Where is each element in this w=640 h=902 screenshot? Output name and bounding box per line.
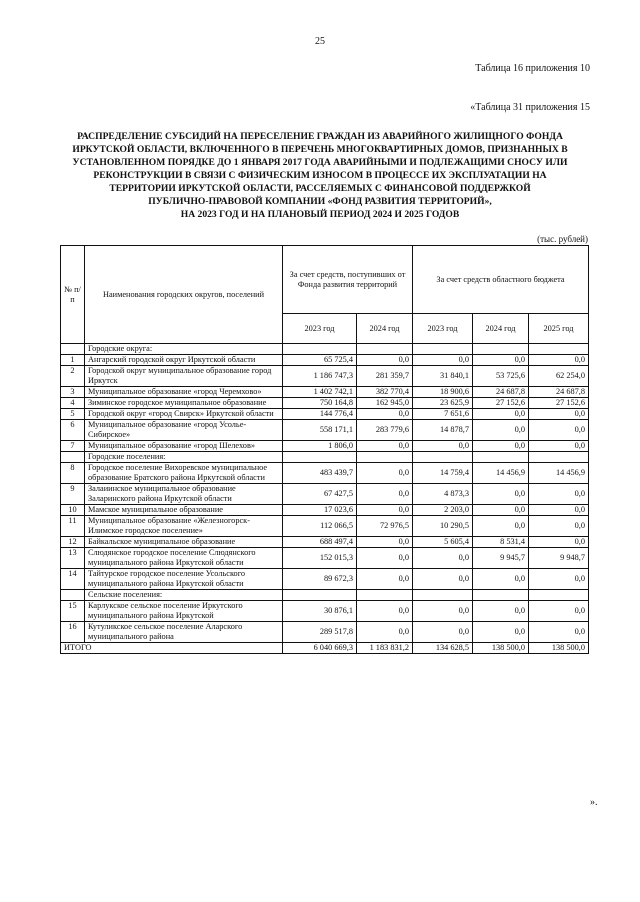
row-value: 281 359,7 (357, 366, 413, 387)
row-name: Муниципальное образование «город Усолье-Сибирское» (85, 420, 283, 441)
title-line: УСТАНОВЛЕННОМ ПОРЯДКЕ ДО 1 ЯНВАРЯ 2017 ГОДА АВАРИЙНЫМИ И ПОДЛЕЖАЩИМИ СНОСУ ИЛИ (72, 157, 568, 168)
row-name: Зиминское городское муниципальное образование (85, 398, 283, 409)
row-value: 14 456,9 (529, 463, 589, 484)
row-value: 4 873,3 (413, 484, 473, 505)
page-number: 25 (315, 36, 325, 47)
header-year: 2023 год (283, 314, 357, 344)
row-value: 0,0 (529, 355, 589, 366)
row-value: 152 015,3 (283, 548, 357, 569)
row-number: 7 (61, 441, 85, 452)
document-title (56, 130, 584, 221)
empty-cell (529, 344, 589, 355)
table-row (61, 601, 589, 622)
row-value: 283 779,6 (357, 420, 413, 441)
row-value: 0,0 (473, 601, 529, 622)
row-value: 0,0 (473, 622, 529, 643)
row-number: 14 (61, 569, 85, 590)
row-value: 0,0 (357, 463, 413, 484)
row-value: 24 687,8 (529, 387, 589, 398)
row-value: 53 725,6 (473, 366, 529, 387)
row-name: Тайтурское городское поселение Усольского муниципального района Иркутской области (85, 569, 283, 590)
row-name: Муниципальное образование «город Шелехов» (85, 441, 283, 452)
row-value: 0,0 (473, 569, 529, 590)
header-year: 2024 год (357, 314, 413, 344)
table-row (61, 409, 589, 420)
table-row (61, 398, 589, 409)
row-value: 0,0 (357, 601, 413, 622)
row-value: 0,0 (357, 569, 413, 590)
row-name: Залаиинское муниципальное образование Заларинского района Иркутской области (85, 484, 283, 505)
row-value: 0,0 (473, 420, 529, 441)
row-value: 0,0 (529, 441, 589, 452)
row-number: 10 (61, 505, 85, 516)
row-value: 9 948,7 (529, 548, 589, 569)
table-row (61, 505, 589, 516)
section-row (61, 344, 589, 355)
row-value: 289 517,8 (283, 622, 357, 643)
row-value: 0,0 (357, 484, 413, 505)
row-value: 750 164,8 (283, 398, 357, 409)
row-value: 0,0 (529, 484, 589, 505)
row-number: 16 (61, 622, 85, 643)
row-number: 4 (61, 398, 85, 409)
section-label: Городские поселения: (85, 452, 283, 463)
row-name: Муниципальное образование «город Черемхово» (85, 387, 283, 398)
row-value: 483 439,7 (283, 463, 357, 484)
row-value: 1 186 747,3 (283, 366, 357, 387)
header-num: № п/п (61, 246, 85, 344)
row-value: 1 806,0 (283, 441, 357, 452)
row-value: 2 203,0 (413, 505, 473, 516)
row-number: 8 (61, 463, 85, 484)
header-year: 2024 год (473, 314, 529, 344)
section-label: Городские округа: (85, 344, 283, 355)
row-value: 0,0 (413, 441, 473, 452)
row-value: 27 152,6 (529, 398, 589, 409)
row-value: 8 531,4 (473, 537, 529, 548)
row-value: 0,0 (357, 355, 413, 366)
empty-cell (283, 590, 357, 601)
total-value: 138 500,0 (473, 643, 529, 654)
row-number (61, 344, 85, 355)
row-number: 5 (61, 409, 85, 420)
row-value: 0,0 (529, 537, 589, 548)
title-line: ТЕРРИТОРИИ ИРКУТСКОЙ ОБЛАСТИ, РАССЕЛЯЕМЫХ С ФИНАНСОВОЙ ПОДДЕРЖКОЙ (109, 183, 531, 194)
row-value: 0,0 (473, 355, 529, 366)
empty-cell (413, 590, 473, 601)
row-name: Ангарский городской округ Иркутской области (85, 355, 283, 366)
row-value: 0,0 (357, 505, 413, 516)
row-value: 9 945,7 (473, 548, 529, 569)
subsidy-table (60, 245, 589, 654)
total-value: 138 500,0 (529, 643, 589, 654)
row-number: 3 (61, 387, 85, 398)
total-row (61, 643, 589, 654)
row-value: 0,0 (473, 409, 529, 420)
row-value: 0,0 (529, 601, 589, 622)
appendix-note: Таблица 16 приложения 10 (475, 63, 590, 74)
title-line: НА 2023 ГОД И НА ПЛАНОВЫЙ ПЕРИОД 2024 И 2025 ГОДОВ (180, 209, 460, 220)
row-name: Карлукское сельское поселение Иркутского муниципального района Иркутской (85, 601, 283, 622)
header-region-group: За счет средств областного бюджета (413, 246, 589, 314)
row-value: 0,0 (473, 516, 529, 537)
section-row (61, 452, 589, 463)
row-value: 14 456,9 (473, 463, 529, 484)
table-row (61, 387, 589, 398)
row-value: 0,0 (413, 622, 473, 643)
empty-cell (529, 452, 589, 463)
row-value: 0,0 (529, 505, 589, 516)
units-label: (тыс. рублей) (537, 234, 588, 244)
row-value: 31 840,1 (413, 366, 473, 387)
table-row (61, 366, 589, 387)
row-value: 0,0 (473, 505, 529, 516)
row-number: 11 (61, 516, 85, 537)
row-value: 0,0 (529, 420, 589, 441)
row-value: 0,0 (357, 548, 413, 569)
row-value: 558 171,1 (283, 420, 357, 441)
row-number (61, 452, 85, 463)
section-row (61, 590, 589, 601)
row-value: 0,0 (529, 622, 589, 643)
row-value: 23 625,9 (413, 398, 473, 409)
row-value: 30 876,1 (283, 601, 357, 622)
section-label: Сельские поселения: (85, 590, 283, 601)
row-value: 1 402 742,1 (283, 387, 357, 398)
title-line: РАСПРЕДЕЛЕНИЕ СУБСИДИЙ НА ПЕРЕСЕЛЕНИЕ ГРАЖДАН ИЗ АВАРИЙНОГО ЖИЛИЩНОГО ФОНДА (77, 131, 563, 142)
empty-cell (283, 452, 357, 463)
row-value: 14 878,7 (413, 420, 473, 441)
row-value: 144 776,4 (283, 409, 357, 420)
row-value: 14 759,4 (413, 463, 473, 484)
row-number (61, 590, 85, 601)
table-row (61, 537, 589, 548)
table-row (61, 484, 589, 505)
row-value: 0,0 (413, 601, 473, 622)
empty-cell (357, 590, 413, 601)
table-row (61, 420, 589, 441)
row-value: 89 672,3 (283, 569, 357, 590)
row-value: 24 687,8 (473, 387, 529, 398)
row-name: Мамское муниципальное образование (85, 505, 283, 516)
closing-quote: ». (590, 797, 598, 808)
empty-cell (473, 344, 529, 355)
row-value: 0,0 (413, 355, 473, 366)
row-value: 0,0 (529, 569, 589, 590)
row-name: Слюдянское городское поселение Слюдянского муниципального района Иркутской области (85, 548, 283, 569)
row-value: 7 651,6 (413, 409, 473, 420)
row-name: Городской округ муниципальное образование город Иркутск (85, 366, 283, 387)
row-value: 382 770,4 (357, 387, 413, 398)
row-value: 688 497,4 (283, 537, 357, 548)
header-fund-group: За счет средств, поступивших от Фонда развития территорий (283, 246, 413, 314)
table-row (61, 463, 589, 484)
total-value: 6 040 669,3 (283, 643, 357, 654)
row-number: 13 (61, 548, 85, 569)
row-value: 18 900,6 (413, 387, 473, 398)
empty-cell (529, 590, 589, 601)
row-value: 0,0 (473, 484, 529, 505)
title-line: ИРКУТСКОЙ ОБЛАСТИ, ВКЛЮЧЕННОГО В ПЕРЕЧЕНЬ МНОГОКВАРТИРНЫХ ДОМОВ, ПРИЗНАННЫХ В (72, 144, 568, 155)
empty-cell (473, 590, 529, 601)
row-number: 2 (61, 366, 85, 387)
table-row (61, 355, 589, 366)
row-value: 0,0 (357, 409, 413, 420)
empty-cell (413, 344, 473, 355)
row-value: 5 605,4 (413, 537, 473, 548)
row-value: 0,0 (473, 441, 529, 452)
row-number: 1 (61, 355, 85, 366)
row-value: 0,0 (357, 441, 413, 452)
empty-cell (357, 344, 413, 355)
row-value: 27 152,6 (473, 398, 529, 409)
row-number: 15 (61, 601, 85, 622)
empty-cell (473, 452, 529, 463)
row-name: Городское поселение Вихоревское муниципальное образование Братского района Иркутской области (85, 463, 283, 484)
total-value: 1 183 831,2 (357, 643, 413, 654)
title-line: РЕКОНСТРУКЦИИ В СВЯЗИ С ФИЗИЧЕСКИМ ИЗНОСОМ В ПРОЦЕССЕ ИХ ЭКСПЛУАТАЦИИ НА (93, 170, 547, 181)
appendix-note-2: «Таблица 31 приложения 15 (470, 102, 590, 113)
row-number: 12 (61, 537, 85, 548)
header-year: 2025 год (529, 314, 589, 344)
table-row (61, 569, 589, 590)
row-value: 72 976,5 (357, 516, 413, 537)
title-line: ПУБЛИЧНО-ПРАВОВОЙ КОМПАНИИ «ФОНД РАЗВИТИЯ ТЕРРИТОРИЙ», (148, 196, 492, 207)
table-body (61, 344, 589, 654)
row-value: 112 066,5 (283, 516, 357, 537)
total-label: ИТОГО (61, 643, 283, 654)
row-value: 62 254,0 (529, 366, 589, 387)
empty-cell (413, 452, 473, 463)
row-value: 0,0 (357, 622, 413, 643)
row-value: 17 023,6 (283, 505, 357, 516)
row-number: 6 (61, 420, 85, 441)
row-value: 10 290,5 (413, 516, 473, 537)
row-value: 0,0 (413, 548, 473, 569)
row-value: 0,0 (529, 409, 589, 420)
row-value: 0,0 (413, 569, 473, 590)
header-name: Наименования городских округов, поселений (85, 246, 283, 344)
table-row (61, 441, 589, 452)
row-value: 0,0 (529, 516, 589, 537)
row-value: 162 945,0 (357, 398, 413, 409)
table-row (61, 548, 589, 569)
row-number: 9 (61, 484, 85, 505)
row-name: Муниципальное образование «Железногорск-Илимское городское поселение» (85, 516, 283, 537)
row-value: 65 725,4 (283, 355, 357, 366)
empty-cell (357, 452, 413, 463)
header-year: 2023 год (413, 314, 473, 344)
row-name: Кутуликское сельское поселение Аларского муниципального района (85, 622, 283, 643)
row-value: 67 427,5 (283, 484, 357, 505)
table-row (61, 622, 589, 643)
row-name: Байкальское муниципальное образование (85, 537, 283, 548)
row-name: Городской округ «город Свирск» Иркутской области (85, 409, 283, 420)
table-row (61, 516, 589, 537)
row-value: 0,0 (357, 537, 413, 548)
total-value: 134 628,5 (413, 643, 473, 654)
empty-cell (283, 344, 357, 355)
